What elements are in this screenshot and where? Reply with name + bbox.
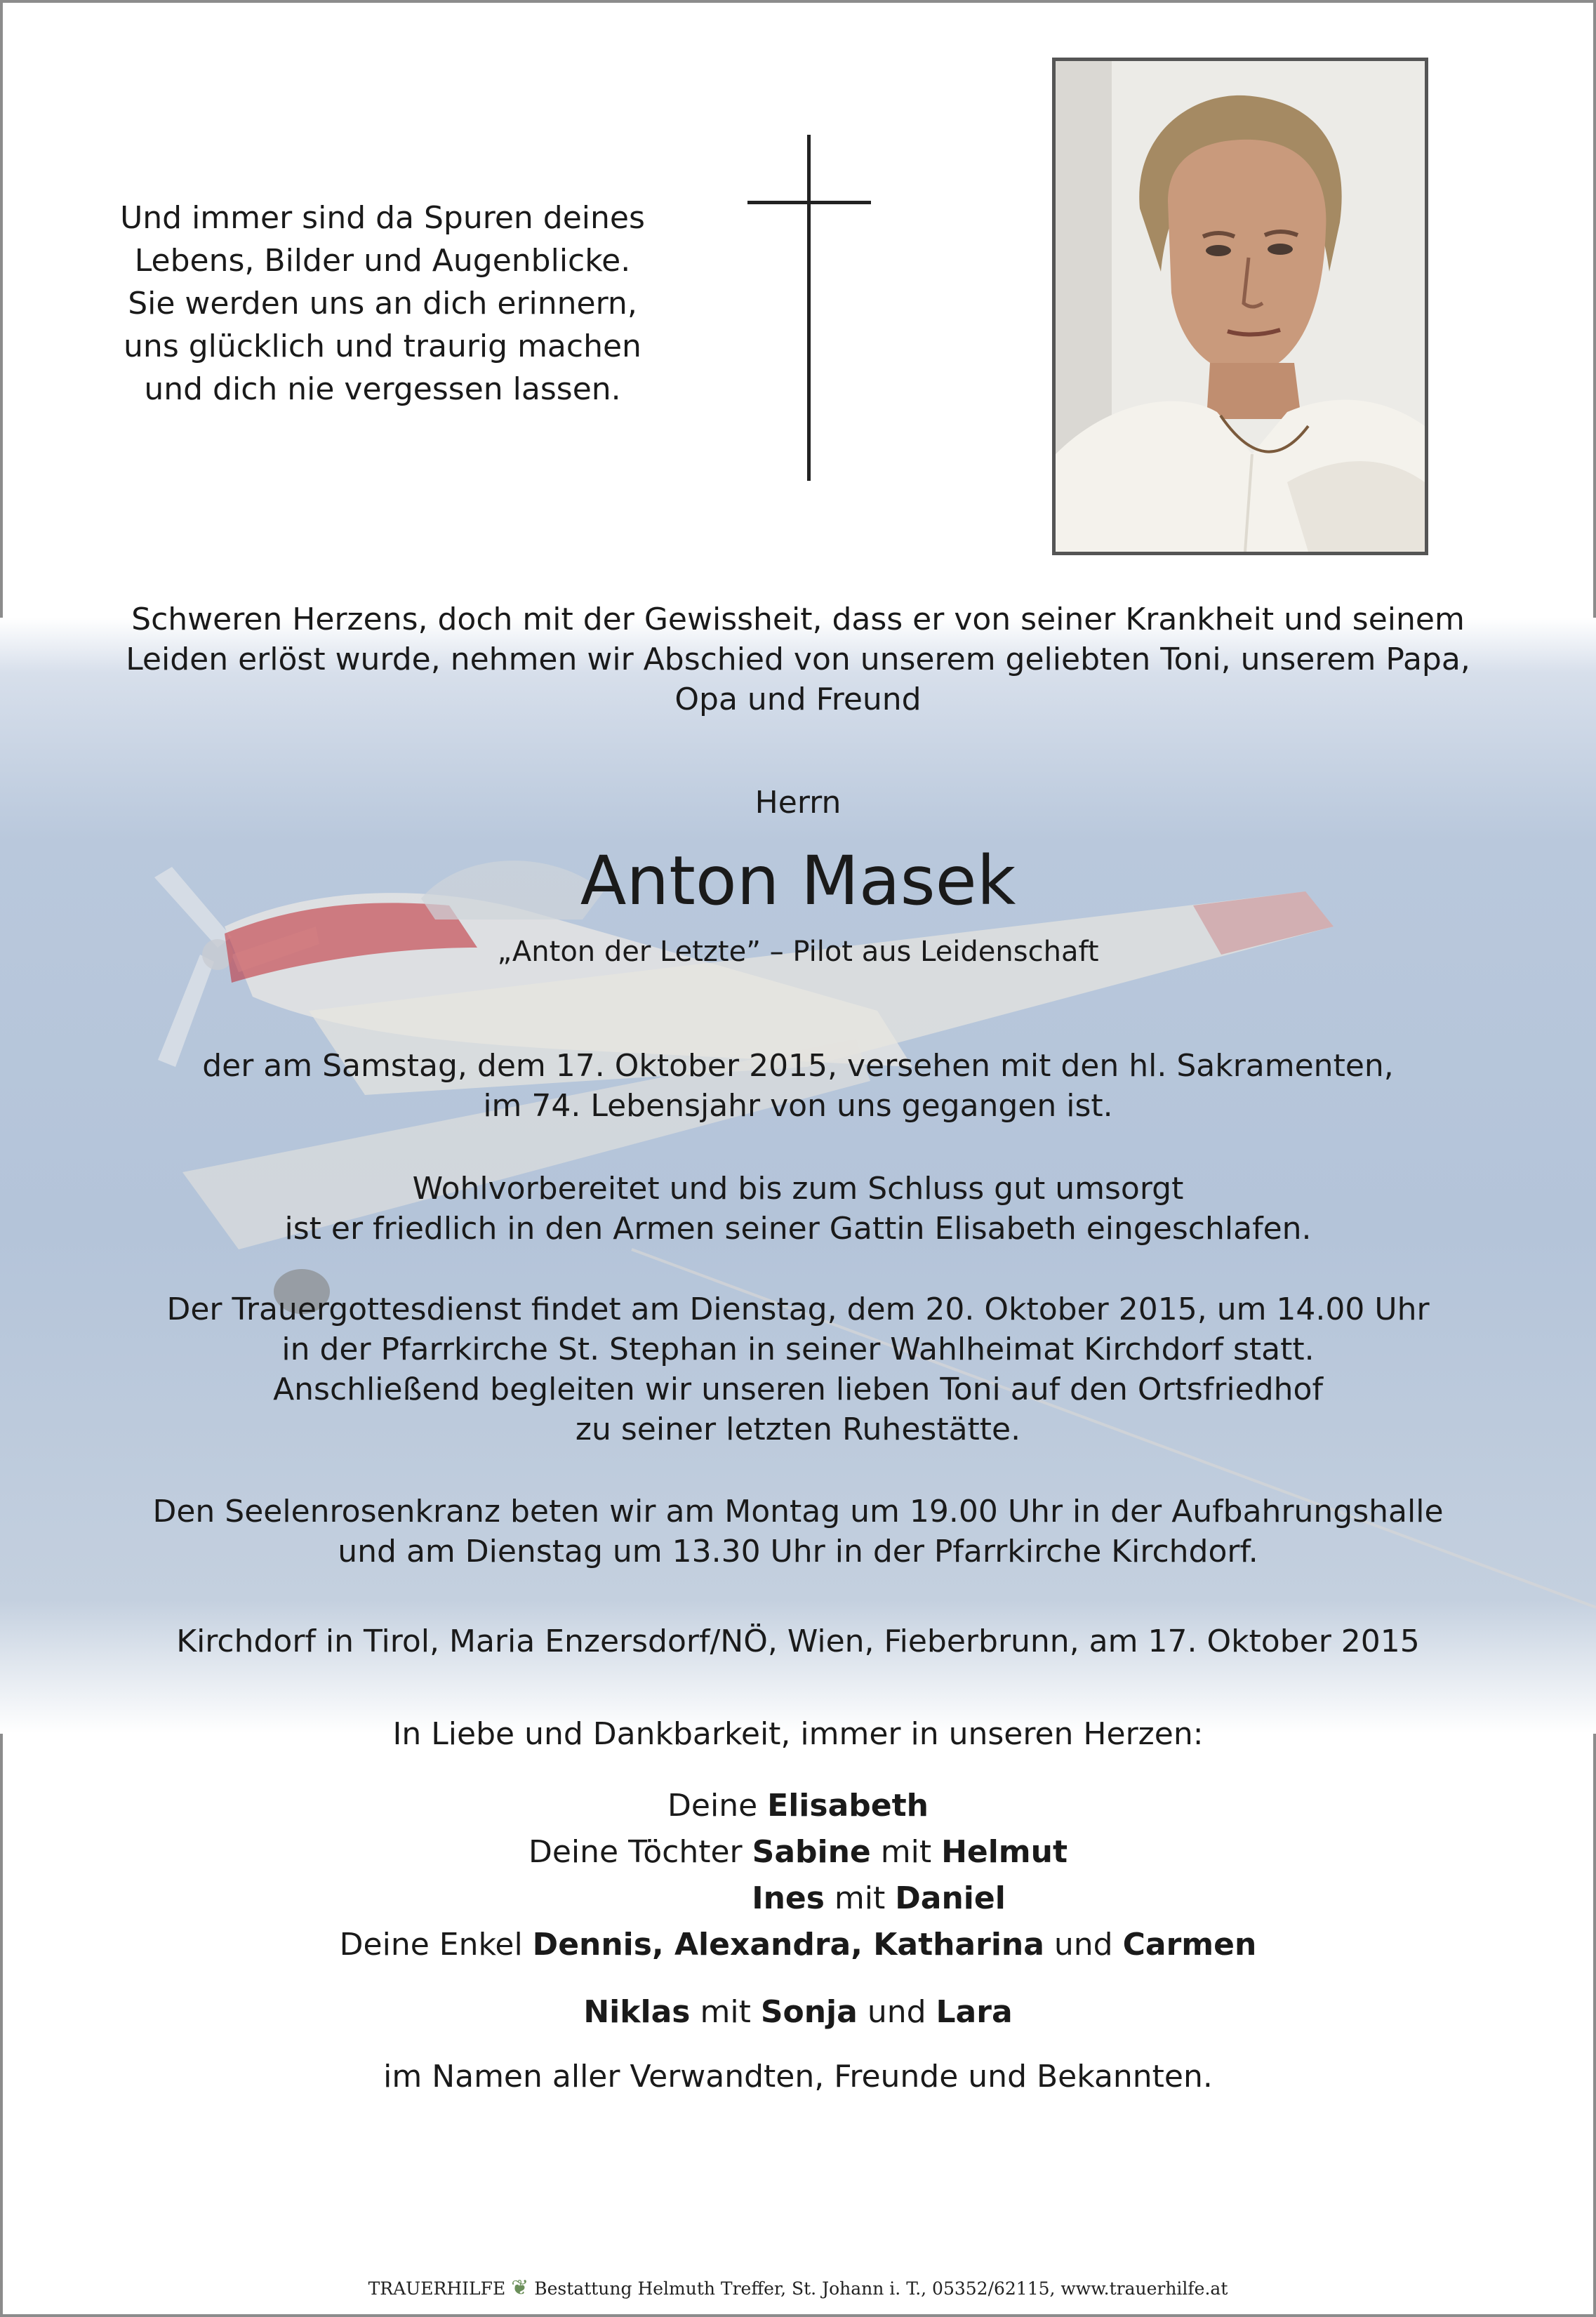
mourners-intro: In Liebe und Dankbarkeit, immer in unseren Herzen:	[392, 1716, 1204, 1752]
family-member: Niklas	[583, 1994, 691, 2030]
family-member: Helmut	[941, 1834, 1068, 1870]
service-line: Anschließend begleiten wir unseren lieben Toni auf den Ortsfriedhof	[273, 1372, 1323, 1407]
family-connector: mit	[870, 1834, 942, 1870]
poem-line: uns glücklich und traurig machen	[124, 328, 641, 364]
rosary-line: und am Dienstag um 13.30 Uhr in der Pfarrkirche Kirchdorf.	[338, 1534, 1258, 1569]
portrait-photo	[1052, 58, 1428, 555]
service-paragraph	[0, 1289, 1596, 1449]
death-line: der am Samstag, dem 17. Oktober 2015, versehen mit den hl. Sakramenten,	[202, 1048, 1394, 1084]
closing-line: im Namen aller Verwandten, Freunde und Bekannten.	[383, 2059, 1213, 2094]
footer-brand: TRAUERHILFE	[368, 2278, 506, 2299]
family-connector: mit	[690, 1994, 761, 2030]
poem-line: Lebens, Bilder und Augenblicke.	[134, 243, 631, 279]
deceased-name: Anton Masek	[580, 842, 1016, 920]
service-line: zu seiner letzten Ruhestätte.	[575, 1412, 1021, 1447]
family-connector: und	[857, 1994, 936, 2030]
family-line-daughter1	[0, 1829, 1596, 1875]
family-member: Elisabeth	[767, 1788, 929, 1824]
family-line-wife	[0, 1783, 1596, 1829]
footer-text: Bestattung Helmuth Treffer, St. Johann i. T., 05352/62115, www.trauerhilfe.at	[534, 2278, 1228, 2299]
family-member: Lara	[936, 1994, 1013, 2030]
family-member: Dennis, Alexandra, Katharina	[532, 1927, 1044, 1963]
intro-line: Leiden erlöst wurde, nehmen wir Abschied von unserem geliebten Toni, unserem Papa,	[126, 642, 1470, 677]
poem-line: Sie werden uns an dich erinnern,	[128, 286, 637, 321]
salutation: Herrn	[754, 785, 842, 821]
footer	[0, 2276, 1596, 2300]
care-line: Wohlvorbereitet und bis zum Schluss gut umsorgt	[412, 1171, 1184, 1207]
family-member: Ines	[752, 1880, 825, 1916]
poem-line: Und immer sind da Spuren deines	[120, 200, 645, 236]
family-line-great-grandchildren	[0, 1989, 1596, 2036]
death-paragraph	[0, 1046, 1596, 1126]
rosary-paragraph	[0, 1492, 1596, 1572]
family-label: Deine	[667, 1788, 768, 1824]
subtitle: „Anton der Letzte” – Pilot aus Leidenschaft	[497, 936, 1099, 968]
intro-line: Schweren Herzens, doch mit der Gewissheit, dass er von seiner Krankheit und seinem	[131, 602, 1465, 637]
intro-line: Opa und Freund	[674, 682, 922, 717]
family-member: Carmen	[1122, 1927, 1257, 1963]
service-line: Der Trauergottesdienst findet am Dienstag, dem 20. Oktober 2015, um 14.00 Uhr	[166, 1292, 1430, 1327]
family-member: Sonja	[760, 1994, 858, 2030]
cross-vertical-bar	[807, 135, 811, 481]
death-line: im 74. Lebensjahr von uns gegangen ist.	[483, 1088, 1113, 1124]
leaf-icon: ❦	[511, 2276, 529, 2300]
family-member: Daniel	[895, 1880, 1006, 1916]
poem-line: und dich nie vergessen lassen.	[144, 371, 621, 407]
family-line-grandchildren	[0, 1922, 1596, 1968]
care-line: ist er friedlich in den Armen seiner Gattin Elisabeth eingeschlafen.	[284, 1211, 1312, 1247]
family-list	[0, 1783, 1596, 2036]
portrait-illustration	[1056, 61, 1425, 552]
poem	[105, 197, 660, 411]
family-connector: mit	[824, 1880, 896, 1916]
place-date: Kirchdorf in Tirol, Maria Enzersdorf/NÖ, Wien, Fieberbrunn, am 17. Oktober 2015	[176, 1624, 1420, 1659]
service-line: in der Pfarrkirche St. Stephan in seiner Wahlheimat Kirchdorf statt.	[281, 1332, 1315, 1367]
rosary-line: Den Seelenrosenkranz beten wir am Montag um 19.00 Uhr in der Aufbahrungshalle	[152, 1494, 1444, 1529]
family-connector: und	[1044, 1927, 1123, 1963]
intro-paragraph	[0, 599, 1596, 719]
family-label: Deine Enkel	[339, 1927, 533, 1963]
care-paragraph	[0, 1169, 1596, 1249]
family-line-daughter2	[0, 1875, 1596, 1922]
family-label: Deine Töchter	[528, 1834, 752, 1870]
family-member: Sabine	[752, 1834, 871, 1870]
cross-horizontal-bar	[747, 201, 871, 204]
